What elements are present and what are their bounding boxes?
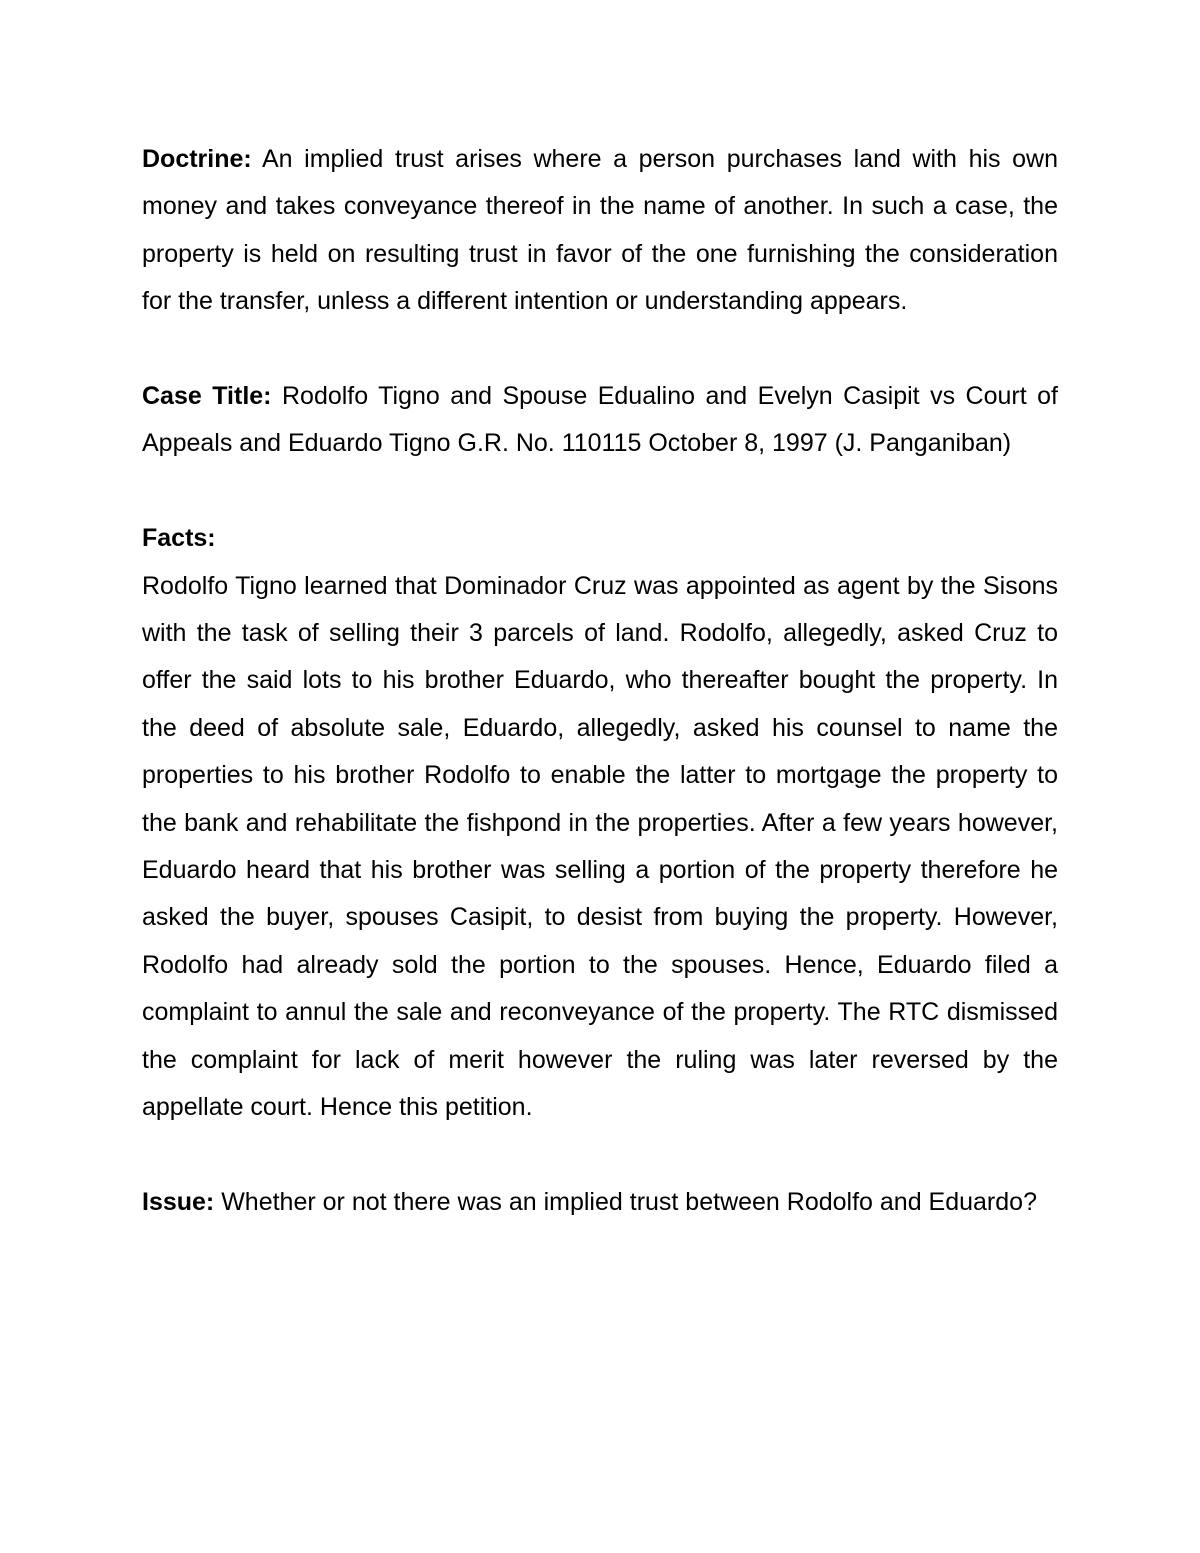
- facts-paragraph: Rodolfo Tigno learned that Dominador Cruz was appointed as agent by the Sisons with the task of selling their 3 parcels of land. Rodolfo, allegedly, asked Cruz to offer the said lots to his brother Eduardo, who thereafter bought the property. In the deed of absolute sale, Eduardo, allegedly, asked his counsel to name the properties to his brother Rodolfo to enable the latter to mortgage the property to the bank and rehabilitate the fishpond in the properties. After a few years however, Eduardo heard that his brother was selling a portion of the property therefore he asked the buyer, spouses Casipit, to desist from buying the property. However, Rodolfo had already sold the portion to the spouses. Hence, Eduardo filed a complaint to annul the sale and reconveyance of the property. The RTC dismissed the complaint for lack of merit however the ruling was later reversed by the appellate court. Hence this petition.: [142, 571, 1058, 1122]
- document-page: [142, 136, 1058, 1226]
- spacer: [142, 1132, 1058, 1179]
- case-title-text: Rodolfo Tigno and Spouse Edualino and Evelyn Casipit vs Court of Appeals and Eduardo Tigno G.R. No. 110115 October 8, 1997 (J. Panganiban): [142, 382, 1058, 458]
- case-title-paragraph: [142, 373, 1058, 468]
- issue-paragraph: [142, 1179, 1058, 1226]
- doctrine-paragraph: [142, 136, 1058, 326]
- issue-text: Whether or not there was an implied trust between Rodolfo and Eduardo?: [214, 1187, 1037, 1216]
- case-title-label: Case Title:: [142, 382, 272, 411]
- facts-heading: Facts:: [142, 524, 216, 553]
- doctrine-text: An implied trust arises where a person purchases land with his own money and takes conveyance thereof in the name of another. In such a case, the property is held on resulting trust in favor of the one furnishing the consideration for the transfer, unless a different intention or understanding appears.: [142, 145, 1058, 316]
- spacer: [142, 468, 1058, 515]
- doctrine-label: Doctrine:: [142, 145, 252, 173]
- spacer: [142, 326, 1058, 373]
- issue-label: Issue:: [142, 1187, 215, 1216]
